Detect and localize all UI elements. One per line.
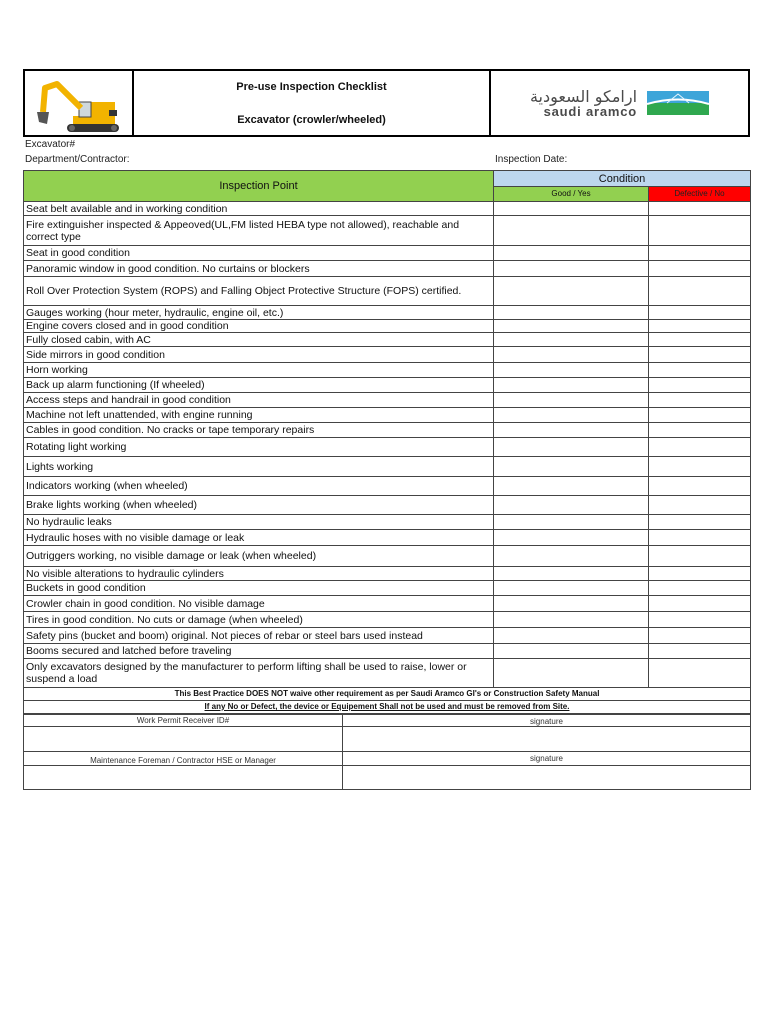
inspection-point-text: Back up alarm functioning (If wheeled)	[24, 378, 494, 393]
inspection-point-text: Tires in good condition. No cuts or damage (when wheeled)	[24, 612, 494, 628]
inspection-point-text: Horn working	[24, 363, 494, 378]
defect-removal-note: If any No or Defect, the device or Equipement Shall not be used and must be removed from Site.	[24, 701, 751, 714]
inspection-point-text: Access steps and handrail in good condition	[24, 393, 494, 408]
table-row	[24, 567, 751, 581]
table-row	[24, 438, 751, 457]
best-practice-note: This Best Practice DOES NOT waive other requirement as per Saudi Aramco GI's or Construction Safety Manual	[24, 688, 751, 701]
table-row	[24, 423, 751, 438]
work-permit-receiver-field[interactable]	[24, 727, 343, 752]
good-yes-cell[interactable]	[494, 363, 649, 378]
good-yes-cell[interactable]	[494, 612, 649, 628]
table-row	[24, 628, 751, 644]
checklist-rows	[24, 202, 751, 688]
header	[23, 69, 750, 137]
defective-no-cell[interactable]	[649, 438, 751, 457]
good-yes-cell[interactable]	[494, 202, 649, 216]
table-row	[24, 378, 751, 393]
page-title: Pre-use Inspection Checklist	[236, 81, 387, 93]
table-row	[24, 581, 751, 596]
signature-label-2: signature	[343, 752, 751, 766]
inspection-date-label: Inspection Date:	[495, 154, 568, 165]
defective-no-cell[interactable]	[649, 659, 751, 688]
inspection-point-text: Fully closed cabin, with AC	[24, 333, 494, 347]
good-yes-cell[interactable]	[494, 477, 649, 496]
maintenance-foreman-label: Maintenance Foreman / Contractor HSE or Manager	[24, 752, 343, 766]
excavator-image	[25, 71, 134, 135]
inspection-point-text: Cables in good condition. No cracks or tape temporary repairs	[24, 423, 494, 438]
table-row	[24, 363, 751, 378]
good-yes-cell[interactable]	[494, 659, 649, 688]
foreman-signature-field[interactable]	[343, 766, 751, 790]
table-row	[24, 202, 751, 216]
inspection-point-text: Gauges working (hour meter, hydraulic, engine oil, etc.)	[24, 306, 494, 320]
page-subtitle: Excavator (crowler/wheeled)	[237, 114, 386, 126]
logo-arabic-text: ارامكو السعودية	[529, 86, 638, 106]
defective-no-cell[interactable]	[649, 333, 751, 347]
defective-no-cell[interactable]	[649, 515, 751, 530]
defective-no-cell[interactable]	[649, 530, 751, 546]
good-yes-cell[interactable]	[494, 567, 649, 581]
defective-no-cell[interactable]	[649, 612, 751, 628]
good-yes-cell[interactable]	[494, 277, 649, 306]
aramco-logo-icon	[647, 91, 709, 115]
checklist-sheet	[23, 69, 750, 790]
inspection-point-text: Roll Over Protection System (ROPS) and Falling Object Protective Structure (FOPS) certified.	[24, 277, 494, 306]
defective-no-cell[interactable]	[649, 477, 751, 496]
defective-no-cell[interactable]	[649, 363, 751, 378]
inspection-point-text: Engine covers closed and in good condition	[24, 320, 494, 333]
good-yes-cell[interactable]	[494, 596, 649, 612]
inspection-point-text: Fire extinguisher inspected & Appeoved(UL,FM listed HEBA type not allowed), reachable and correct type	[24, 216, 494, 246]
table-row	[24, 644, 751, 659]
table-row	[24, 408, 751, 423]
table-row	[24, 659, 751, 688]
good-yes-cell[interactable]	[494, 438, 649, 457]
table-row	[24, 246, 751, 261]
work-permit-receiver-label: Work Permit Receiver ID#	[24, 715, 343, 727]
checklist-table	[23, 170, 751, 714]
defective-no-cell[interactable]	[649, 596, 751, 612]
good-yes-cell[interactable]	[494, 261, 649, 277]
good-yes-cell[interactable]	[494, 457, 649, 477]
department-label: Department/Contractor:	[25, 154, 130, 165]
defective-no-cell[interactable]	[649, 644, 751, 659]
table-row	[24, 457, 751, 477]
inspection-point-text: Brake lights working (when wheeled)	[24, 496, 494, 515]
table-row	[24, 546, 751, 567]
defective-no-cell[interactable]	[649, 246, 751, 261]
good-yes-header: Good / Yes	[494, 187, 649, 202]
table-row	[24, 496, 751, 515]
good-yes-cell[interactable]	[494, 347, 649, 363]
signature-table	[23, 714, 751, 790]
inspection-point-text: Crowler chain in good condition. No visible damage	[24, 596, 494, 612]
header-title-block	[134, 71, 491, 135]
defective-no-header: Defective / No	[649, 187, 751, 202]
defective-no-cell[interactable]	[649, 347, 751, 363]
good-yes-cell[interactable]	[494, 408, 649, 423]
table-row	[24, 612, 751, 628]
inspection-point-text: Panoramic window in good condition. No curtains or blockers	[24, 261, 494, 277]
inspection-point-header: Inspection Point	[24, 171, 494, 202]
good-yes-cell[interactable]	[494, 393, 649, 408]
good-yes-cell[interactable]	[494, 216, 649, 246]
table-row	[24, 477, 751, 496]
receiver-signature-field[interactable]	[343, 727, 751, 752]
defective-no-cell[interactable]	[649, 393, 751, 408]
inspection-point-text: No hydraulic leaks	[24, 515, 494, 530]
table-row	[24, 530, 751, 546]
condition-header: Condition	[494, 171, 751, 187]
table-row	[24, 393, 751, 408]
good-yes-cell[interactable]	[494, 515, 649, 530]
good-yes-cell[interactable]	[494, 306, 649, 320]
defective-no-cell[interactable]	[649, 277, 751, 306]
inspection-point-text: Seat belt available and in working condition	[24, 202, 494, 216]
good-yes-cell[interactable]	[494, 530, 649, 546]
good-yes-cell[interactable]	[494, 546, 649, 567]
good-yes-cell[interactable]	[494, 320, 649, 333]
inspection-point-text: Hydraulic hoses with no visible damage or leak	[24, 530, 494, 546]
defective-no-cell[interactable]	[649, 567, 751, 581]
inspection-point-text: Seat in good condition	[24, 246, 494, 261]
company-logo	[491, 71, 748, 135]
good-yes-cell[interactable]	[494, 333, 649, 347]
excavator-icon	[31, 72, 127, 134]
defective-no-cell[interactable]	[649, 628, 751, 644]
table-row	[24, 515, 751, 530]
inspection-point-text: Indicators working (when wheeled)	[24, 477, 494, 496]
excavator-number-label: Excavator#	[25, 139, 76, 150]
table-row	[24, 216, 751, 246]
inspection-point-text: Safety pins (bucket and boom) original. Not pieces of rebar or steel bars used instead	[24, 628, 494, 644]
defective-no-cell[interactable]	[649, 202, 751, 216]
table-row	[24, 277, 751, 306]
inspection-point-text: Rotating light working	[24, 438, 494, 457]
inspection-point-text: Outriggers working, no visible damage or leak (when wheeled)	[24, 546, 494, 567]
good-yes-cell[interactable]	[494, 378, 649, 393]
signature-label-1: signature	[343, 715, 751, 727]
defective-no-cell[interactable]	[649, 306, 751, 320]
defective-no-cell[interactable]	[649, 457, 751, 477]
inspection-point-text: No visible alterations to hydraulic cylinders	[24, 567, 494, 581]
table-row	[24, 333, 751, 347]
defective-no-cell[interactable]	[649, 546, 751, 567]
good-yes-cell[interactable]	[494, 246, 649, 261]
inspection-point-text: Only excavators designed by the manufacturer to perform lifting shall be used to raise, lower or suspend a load	[24, 659, 494, 688]
logo-english-text: saudi aramco	[543, 103, 638, 119]
defective-no-cell[interactable]	[649, 378, 751, 393]
inspection-point-text: Lights working	[24, 457, 494, 477]
defective-no-cell[interactable]	[649, 423, 751, 438]
good-yes-cell[interactable]	[494, 644, 649, 659]
defective-no-cell[interactable]	[649, 408, 751, 423]
table-row	[24, 306, 751, 320]
good-yes-cell[interactable]	[494, 628, 649, 644]
table-row	[24, 347, 751, 363]
inspection-point-text: Booms secured and latched before traveling	[24, 644, 494, 659]
inspection-point-text: Side mirrors in good condition	[24, 347, 494, 363]
defective-no-cell[interactable]	[649, 320, 751, 333]
defective-no-cell[interactable]	[649, 261, 751, 277]
table-row	[24, 320, 751, 333]
table-row	[24, 261, 751, 277]
inspection-point-text: Buckets in good condition	[24, 581, 494, 596]
good-yes-cell[interactable]	[494, 423, 649, 438]
good-yes-cell[interactable]	[494, 581, 649, 596]
maintenance-foreman-field[interactable]	[24, 766, 343, 790]
info-section	[23, 137, 750, 170]
table-row	[24, 596, 751, 612]
defective-no-cell[interactable]	[649, 496, 751, 515]
defective-no-cell[interactable]	[649, 216, 751, 246]
inspection-point-text: Machine not left unattended, with engine running	[24, 408, 494, 423]
defective-no-cell[interactable]	[649, 581, 751, 596]
good-yes-cell[interactable]	[494, 496, 649, 515]
